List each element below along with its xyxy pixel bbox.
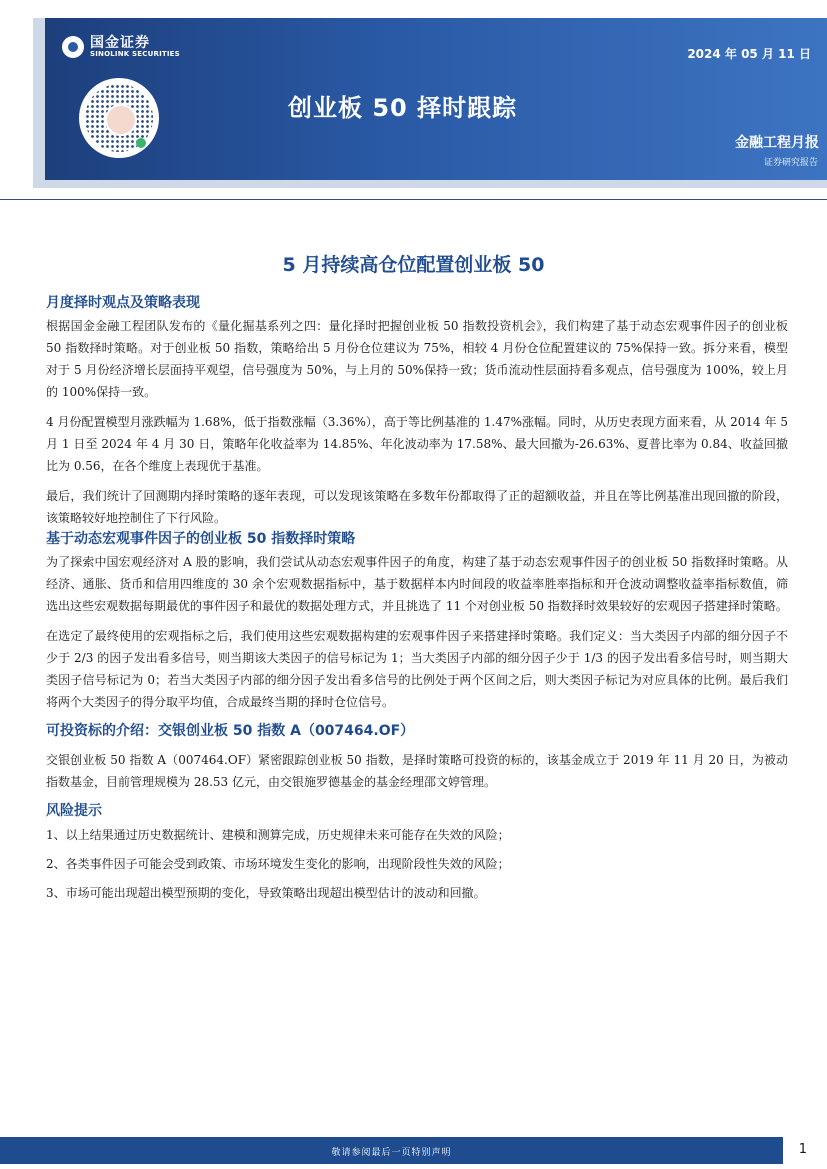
paragraph: 根据国金金融工程团队发布的《量化掘基系列之四：量化择时把握创业板 50 指数投资机会》，我们构建了基于动态宏观事件因子的创业板 50 指数择时策略。对于创业板 50 指数，策略给出 5 月份仓位建议为 75%，相较 4 月份仓位配置建议的 75%保持一致。拆分来看，模型对于 5 月份经济增长层面持平观望，信号强度为 50%，与上月的 50%保持一致；货币流动性层面持看多观点，信号强度为 100%，较上月的 100%保持一致。 [46, 319, 788, 399]
section-strategy [46, 529, 788, 713]
paragraph: 在选定了最终使用的宏观指标之后，我们使用这些宏观数据构建的宏观事件因子来搭建择时策略。我们定义：当大类因子内部的细分因子不少于 2/3 的因子发出看多信号，则当期该大类因子的信号标记为 1；当大类因子内部的细分因子少于 1/3 的因子发出看多信号时，则当期大类因子信号标记为 0；若当大类因子内部的细分因子发出看多信号的比例处于两个区间之后，则大类因子标记为对应具体的比例。最后我们将两个大类因子的得分取平均值，合成最终当期的择时仓位信号。 [46, 629, 788, 709]
section-investable-fund [46, 721, 788, 793]
section-heading: 月度择时观点及策略表现 [46, 295, 200, 311]
section-heading: 风险提示 [46, 803, 102, 819]
paragraph: 为了探索中国宏观经济对 A 股的影响，我们尝试从动态宏观事件因子的角度，构建了基于动态宏观事件因子的创业板 50 指数择时策略。从经济、通胀、货币和信用四维度的 30 余个宏观数据指标中，基于数据样本内时间段的收益率胜率指标和开仓波动调整收益率指标数值，筛选出这些宏观数据每期最优的事件因子和最优的数据处理方式，并且挑选了 11 个对创业板 50 指数择时效果较好的宏观因子搭建择时策略。 [46, 555, 788, 613]
logo-mark-icon [62, 36, 84, 58]
footer-disclaimer: 敬请参阅最后一页特别声明 [331, 1148, 452, 1158]
report-date: 2024 年 05 月 11 日 [687, 47, 811, 61]
risk-item: 1、以上结果通过历史数据统计、建模和测算完成，历史规律未来可能存在失效的风险； [46, 828, 510, 842]
section-risk [46, 801, 788, 908]
report-subtype: 证券研究报告 [763, 158, 818, 168]
paragraph: 交银创业板 50 指数 A（007464.OF）紧密跟踪创业板 50 指数，是择时策略可投资的标的，该基金成立于 2019 年 11 月 20 日，为被动指数基金，目前管理规模为 28.53 亿元，由交银施罗德基金的基金经理邵文婷管理。 [46, 753, 788, 789]
report-body [46, 293, 788, 908]
footer-bar [0, 1137, 783, 1164]
section-heading: 可投资标的介绍：交银创业板 50 指数 A（007464.OF） [46, 723, 415, 739]
report-title: 创业板 50 择时跟踪 [288, 94, 518, 122]
risk-item: 2、各类事件因子可能会受到政策、市场环境发生变化的影响，出现阶段性失效的风险； [46, 857, 510, 871]
qr-code-icon [79, 78, 159, 158]
paragraph: 4 月份配置模型月涨跌幅为 1.68%，低于指数涨幅（3.36%），高于等比例基准的 1.47%涨幅。同时，从历史表现方面来看，从 2014 年 5 月 1 日至 2024 年 4 月 30 日，策略年化收益率为 14.85%、年化波动率为 17.58%、最大回撤为-26.63%、夏普比率为 0.84、收益回撤比为 0.56，在各个维度上表现优于基准。 [46, 415, 788, 473]
brand-logo [62, 36, 180, 58]
section-heading: 基于动态宏观事件因子的创业板 50 指数择时策略 [46, 531, 356, 547]
paragraph: 最后，我们统计了回测期内择时策略的逐年表现，可以发现该策略在多数年份都取得了正的超额收益，并且在等比例基准出现回撤的阶段，该策略较好地控制住了下行风险。 [46, 489, 788, 525]
section-monthly-view [46, 293, 788, 529]
brand-name-en: SINOLINK SECURITIES [90, 49, 180, 58]
main-title: 5 月持续高仓位配置创业板 50 [282, 254, 545, 276]
report-type: 金融工程月报 [735, 135, 819, 151]
page-number: 1 [798, 1142, 807, 1157]
header-divider [0, 199, 827, 200]
risk-item: 3、市场可能出现超出模型预期的变化，导致策略出现超出模型估计的波动和回撤。 [46, 886, 486, 900]
brand-name-cn: 国金证券 [90, 35, 150, 51]
